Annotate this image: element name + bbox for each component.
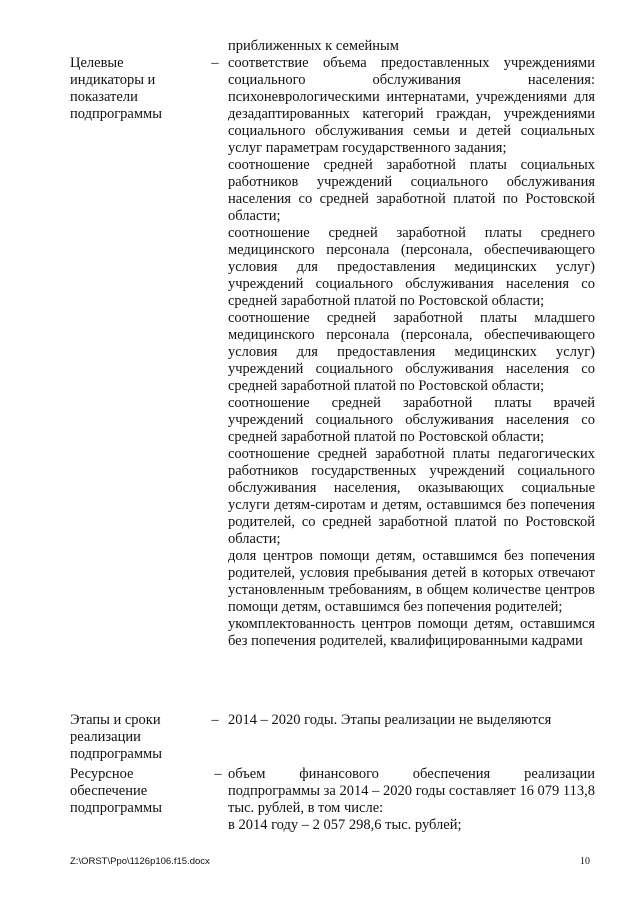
resources-label bbox=[70, 766, 205, 817]
indicators-text bbox=[228, 55, 595, 650]
stages-text bbox=[228, 712, 595, 729]
indicator-item: соотношение средней заработной платы социальных работников учреждений социального обслуживания населения со средней заработной платой по Ростовской области; bbox=[228, 157, 595, 224]
label-line: Ресурсное bbox=[70, 766, 134, 782]
dash-separator: – bbox=[211, 55, 219, 71]
label-line: подпрограммы bbox=[70, 746, 162, 762]
stages-label bbox=[70, 712, 205, 763]
resources-text bbox=[228, 766, 595, 834]
indicators-label bbox=[70, 55, 205, 123]
label-line: подпрограммы bbox=[70, 800, 162, 816]
indicator-item: соотношение средней заработной платы врачей учреждений социального обслуживания населения со средней заработной платой по Ростовской области; bbox=[228, 395, 595, 445]
indicator-item: соответствие объема предоставленных учреждениями социального обслуживания населения: психоневрологическими интернатами, учреждениями для дезадаптированных категорий граждан, учреждениями социального обслуживания семьи и детей социальных услуг параметрам государственного задания; bbox=[228, 55, 595, 156]
page-number: 10 bbox=[580, 856, 590, 867]
footer-file-path: Z:\ORST\Ppo\1126p106.f15.docx bbox=[70, 856, 210, 867]
continuation-text: приближенных к семейным bbox=[228, 38, 399, 54]
label-line: обеспечение bbox=[70, 783, 148, 799]
indicator-item: доля центров помощи детям, оставшимся без попечения родителей, условия пребывания детей в которых отвечают установленным требованиям, в общем количестве центров помощи детям, оставшимся без попечения родителей; bbox=[228, 548, 595, 615]
label-line: показатели bbox=[70, 89, 138, 105]
dash-separator: – bbox=[214, 766, 222, 782]
indicator-item: укомплектованность центров помощи детям, оставшимся без попечения родителей, квалифицированными кадрами bbox=[228, 616, 595, 649]
label-line: индикаторы и bbox=[70, 72, 156, 88]
stages-item: 2014 – 2020 годы. Этапы реализации не выделяются bbox=[228, 712, 552, 728]
indicator-item: соотношение средней заработной платы педагогических работников государственных учреждений социального обслуживания населения, оказывающих социальные услуги детям-сиротам и детям, оставшимся без попечения родителей, со средней заработной платой по Ростовской области; bbox=[228, 446, 595, 547]
indicator-item: соотношение средней заработной платы младшего медицинского персонала (персонала, обеспечивающего условия для предоставления медицинских услуг) учреждений социального обслуживания населения со средней заработной платой по Ростовской области; bbox=[228, 310, 595, 394]
indicator-item: соотношение средней заработной платы среднего медицинского персонала (персонала, обеспечивающего условия для предоставления медицинских услуг) учреждений социального обслуживания населения со средней заработной платой по Ростовской области; bbox=[228, 225, 595, 309]
dash-separator: – bbox=[211, 712, 219, 728]
label-line: Целевые bbox=[70, 55, 124, 71]
resources-item: в 2014 году – 2 057 298,6 тыс. рублей; bbox=[228, 817, 462, 833]
label-line: Этапы и сроки bbox=[70, 712, 161, 728]
resources-item: объем финансового обеспечения реализации подпрограммы за 2014 – 2020 годы составляет 16 079 113,8 тыс. рублей, в том числе: bbox=[228, 766, 595, 816]
label-line: реализации bbox=[70, 729, 141, 745]
label-line: подпрограммы bbox=[70, 106, 162, 122]
